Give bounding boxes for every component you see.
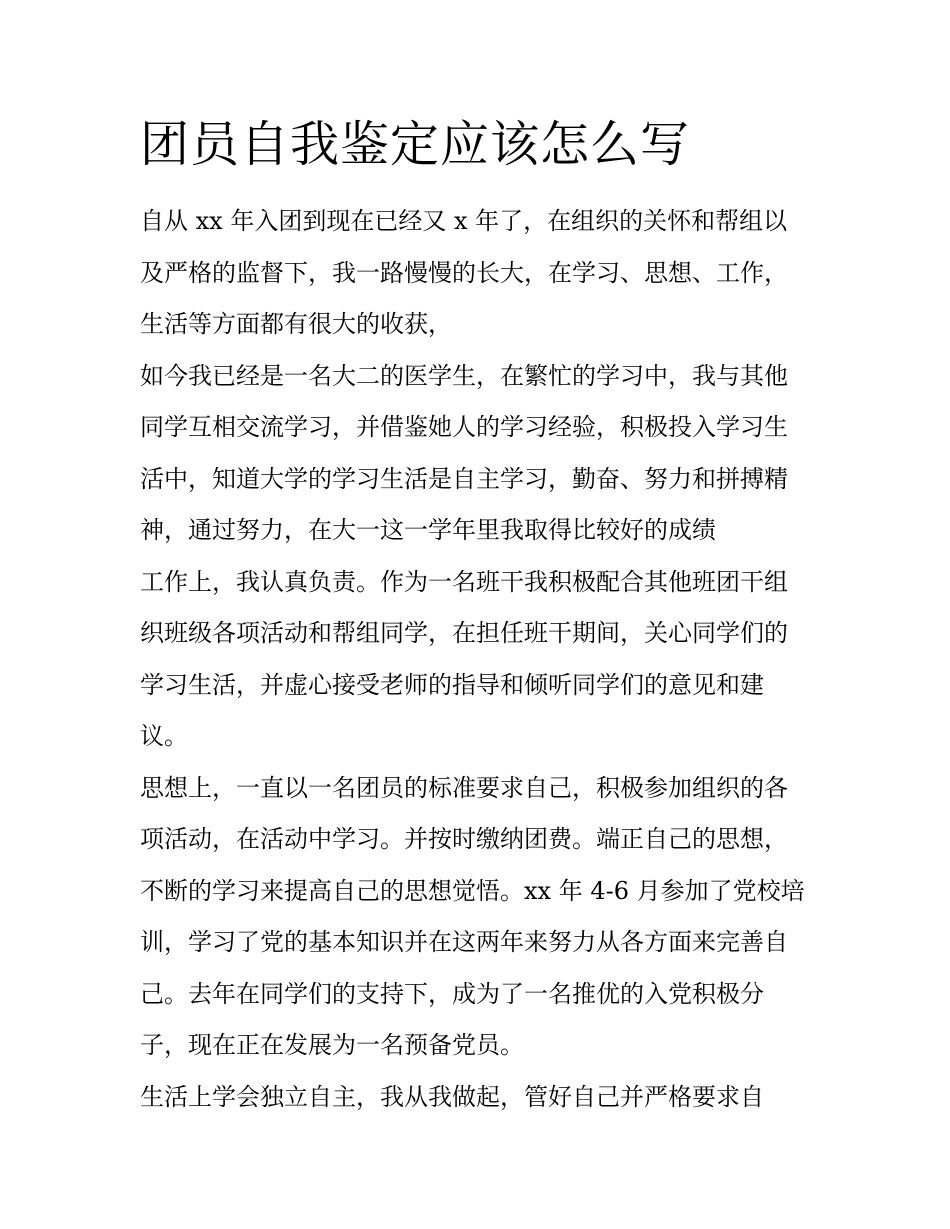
text-line: 自从 xx 年入团到现在已经又 x 年了，在组织的关怀和帮组以 [140, 207, 788, 235]
text-line: 生活上学会独立自主，我从我做起，管好自己并严格要求自 [140, 1082, 764, 1111]
text-line: 活中，知道大学的学习生活是自主学习，勤奋、努力和拼搏精 [140, 464, 788, 493]
text-line: 及严格的监督下，我一路慢慢的长大，在学习、思想、工作， [140, 258, 788, 287]
text-line: 织班级各项活动和帮组同学，在担任班干期间，关心同学们的 [140, 619, 788, 647]
text-line: 生活等方面都有很大的收获， [140, 310, 452, 338]
text-line: 工作上，我认真负责。作为一名班干我积极配合其他班团干组 [140, 567, 788, 596]
paragraph-3 [140, 557, 820, 763]
document-title: 团员自我鉴定应该怎么写 [140, 116, 691, 173]
text-line: 同学互相交流学习，并借鉴她人的学习经验，积极投入学习生 [140, 413, 788, 441]
text-line: 子，现在正在发展为一名预备党员。 [140, 1031, 524, 1059]
text-line: 思想上，一直以一名团员的标准要求自己，积极参加组织的各 [140, 773, 788, 802]
document-body [140, 196, 820, 1123]
text-line: 如今我已经是一名大二的医学生，在繁忙的学习中，我与其他 [140, 361, 788, 390]
paragraph-4 [140, 763, 820, 1072]
text-line: 项活动，在活动中学习。并按时缴纳团费。端正自己的思想， [140, 825, 788, 853]
paragraph-2 [140, 351, 820, 557]
paragraph-5 [140, 1072, 820, 1124]
text-line: 议。 [140, 722, 188, 750]
text-line: 不断的学习来提高自己的思想觉悟。xx 年 4-6 月参加了党校培 [140, 876, 805, 905]
text-line: 学习生活，并虚心接受老师的指导和倾听同学们的意见和建 [140, 670, 764, 699]
paragraph-1 [140, 196, 820, 351]
text-line: 神，通过努力，在大一这一学年里我取得比较好的成绩 [140, 516, 716, 544]
text-line: 训，学习了党的基本知识并在这两年来努力从各方面来完善自 [140, 928, 788, 956]
text-line: 己。去年在同学们的支持下，成为了一名推优的入党积极分 [140, 979, 764, 1008]
